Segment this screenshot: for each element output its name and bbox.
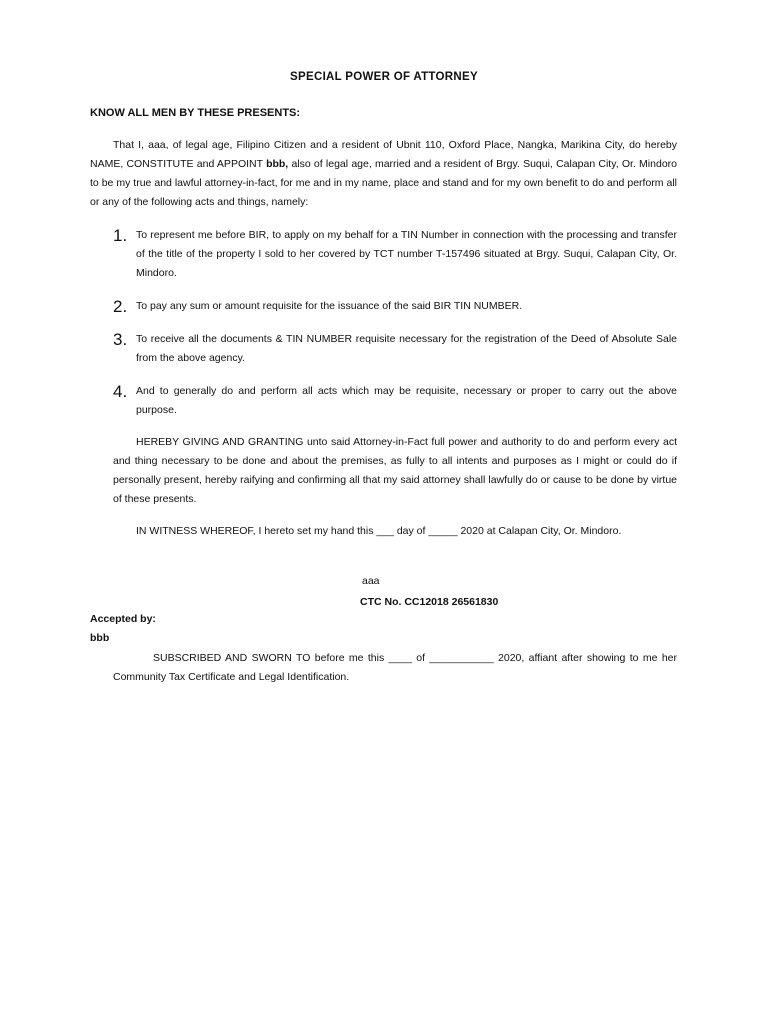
intro-text-before-name: That I, aaa, of legal age, Filipino Citizen and a resident of Ubnit 110, Oxford Place, Nangka, Marikina City, do hereby NAME, CONSTITUTE and APPOINT — [90, 139, 677, 170]
accepted-by-name: bbb — [90, 632, 110, 644]
salutation: KNOW ALL MEN BY THESE PRESENTS: — [90, 107, 301, 119]
list-item-number: 2. — [113, 297, 128, 316]
ctc-number: CTC No. CC12018 26561830 — [360, 596, 499, 608]
list-item — [113, 330, 677, 368]
list-item-text: To pay any sum or amount requisite for the issuance of the said BIR TIN NUMBER. — [136, 300, 523, 312]
list-item — [113, 382, 677, 420]
list-item — [113, 297, 677, 316]
list-item-text: To receive all the documents & TIN NUMBER requisite necessary for the registration of the Deed of Absolute Sale from the above agency. — [136, 333, 677, 364]
intro-paragraph — [90, 136, 677, 212]
document-title: SPECIAL POWER OF ATTORNEY — [290, 71, 478, 83]
signer-name: aaa — [362, 575, 380, 587]
list-item-number: 3. — [113, 330, 128, 349]
list-item-number: 1. — [113, 226, 128, 245]
list-item-number: 4. — [113, 382, 128, 401]
witness-paragraph: IN WITNESS WHEREOF, I hereto set my hand this ___ day of _____ 2020 at Calapan City, Or. Mindoro. — [136, 525, 622, 537]
granting-paragraph: HEREBY GIVING AND GRANTING unto said Attorney-in-Fact full power and authority to do and perform every act and thing necessary to be done and about the premises, as fully to all intents and purposes as I might or could do if personally present, hereby raifying and confirming all that my said attorney shall lawfully do or cause to be done by virtue of these presents. — [113, 436, 677, 505]
jurat-paragraph: SUBSCRIBED AND SWORN TO before me this ____ of ___________ 2020, affiant after showing to me her Community Tax Certificate and Legal Identification. — [113, 652, 677, 683]
intro-text-after-name: also of legal age, married and a resident of Brgy. Suqui, Calapan City, Or. Mindoro to be my true and lawful attorney-in-fact, for me and in my name, place and stand and for my own benefit to do and perform all or any of the following acts and things, namely: — [90, 158, 677, 208]
accepted-by-label: Accepted by: — [90, 613, 156, 625]
attorney-name: bbb, — [266, 158, 289, 170]
list-item-text: And to generally do and perform all acts which may be requisite, necessary or proper to carry out the above purpose. — [136, 385, 677, 416]
list-item — [113, 226, 677, 283]
list-item-text: To represent me before BIR, to apply on my behalf for a TIN Number in connection with the processing and transfer of the title of the property I sold to her covered by TCT number T-157496 situated at Brgy. Suqui, Calapan City, Or. Mindoro. — [136, 229, 677, 279]
